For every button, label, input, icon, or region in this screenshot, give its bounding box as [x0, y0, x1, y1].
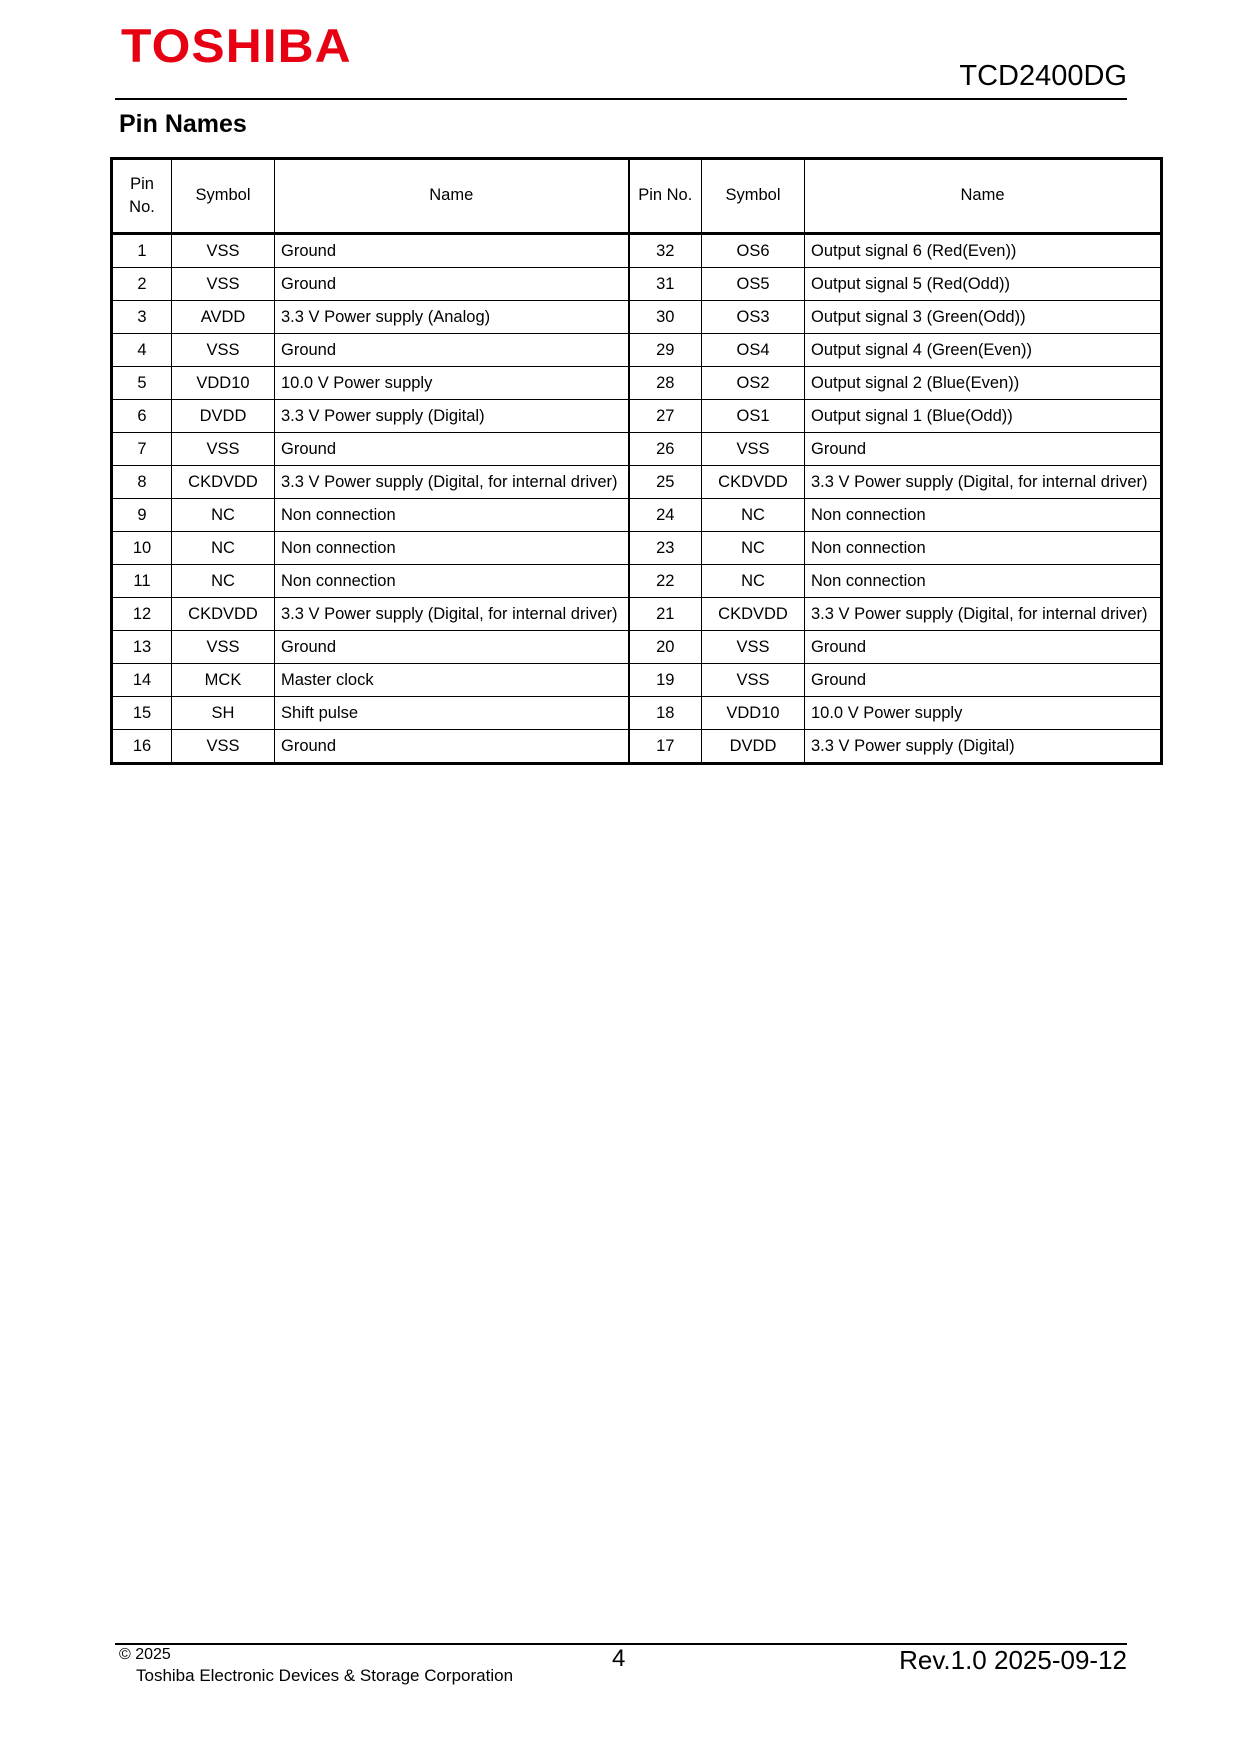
header-name-left: Name: [275, 159, 629, 234]
document-id: TCD2400DG: [959, 60, 1127, 92]
table-row: [112, 367, 1162, 400]
cell-symbol-right: NC: [702, 532, 805, 565]
cell-pin-no-left: 7: [112, 433, 172, 466]
cell-symbol-left: NC: [172, 532, 275, 565]
table-row: [112, 598, 1162, 631]
cell-symbol-left: DVDD: [172, 400, 275, 433]
header-symbol-right: Symbol: [702, 159, 805, 234]
table-row: [112, 631, 1162, 664]
cell-pin-no-left: 5: [112, 367, 172, 400]
cell-symbol-right: OS2: [702, 367, 805, 400]
cell-pin-no-right: 23: [629, 532, 702, 565]
cell-name-left: Ground: [275, 631, 629, 664]
cell-name-left: Master clock: [275, 664, 629, 697]
table-row: [112, 466, 1162, 499]
cell-pin-no-right: 26: [629, 433, 702, 466]
cell-name-left: 3.3 V Power supply (Analog): [275, 301, 629, 334]
header-pin-no-left: [112, 159, 172, 234]
cell-name-left: Non connection: [275, 565, 629, 598]
cell-pin-no-left: 9: [112, 499, 172, 532]
table-row: [112, 334, 1162, 367]
cell-symbol-right: DVDD: [702, 730, 805, 764]
cell-name-left: 3.3 V Power supply (Digital): [275, 400, 629, 433]
table-row: [112, 234, 1162, 268]
cell-symbol-right: OS5: [702, 268, 805, 301]
cell-symbol-left: MCK: [172, 664, 275, 697]
cell-symbol-left: NC: [172, 499, 275, 532]
cell-pin-no-right: 32: [629, 234, 702, 268]
cell-pin-no-left: 15: [112, 697, 172, 730]
cell-pin-no-left: 8: [112, 466, 172, 499]
table-row: [112, 664, 1162, 697]
cell-name-left: Non connection: [275, 499, 629, 532]
pin-names-table: [110, 157, 1163, 765]
cell-symbol-left: NC: [172, 565, 275, 598]
cell-name-left: Ground: [275, 433, 629, 466]
header-pin-no-left-text: Pin No.: [129, 174, 155, 216]
header-pin-no-right: Pin No.: [629, 159, 702, 234]
revision-date: Rev.1.0 2025-09-12: [899, 1645, 1127, 1675]
cell-pin-no-right: 18: [629, 697, 702, 730]
cell-name-right: 3.3 V Power supply (Digital): [805, 730, 1162, 764]
cell-pin-no-right: 28: [629, 367, 702, 400]
table-row: [112, 532, 1162, 565]
cell-symbol-right: VSS: [702, 631, 805, 664]
cell-pin-no-right: 17: [629, 730, 702, 764]
cell-name-right: Output signal 1 (Blue(Odd)): [805, 400, 1162, 433]
table-row: [112, 400, 1162, 433]
cell-symbol-right: CKDVDD: [702, 466, 805, 499]
cell-name-right: Non connection: [805, 499, 1162, 532]
cell-symbol-left: AVDD: [172, 301, 275, 334]
cell-name-left: 3.3 V Power supply (Digital, for internal driver): [275, 598, 629, 631]
cell-name-left: Ground: [275, 268, 629, 301]
cell-name-left: Ground: [275, 234, 629, 268]
cell-pin-no-left: 16: [112, 730, 172, 764]
cell-symbol-right: OS1: [702, 400, 805, 433]
table-header-row: [112, 159, 1162, 234]
cell-symbol-left: VSS: [172, 268, 275, 301]
cell-pin-no-right: 29: [629, 334, 702, 367]
cell-symbol-left: VSS: [172, 730, 275, 764]
cell-name-right: Non connection: [805, 565, 1162, 598]
cell-pin-no-right: 24: [629, 499, 702, 532]
cell-name-left: 3.3 V Power supply (Digital, for internal driver): [275, 466, 629, 499]
cell-symbol-right: NC: [702, 565, 805, 598]
section-title: Pin Names: [119, 110, 247, 138]
cell-name-left: Shift pulse: [275, 697, 629, 730]
table-row: [112, 433, 1162, 466]
cell-pin-no-left: 3: [112, 301, 172, 334]
cell-pin-no-right: 25: [629, 466, 702, 499]
cell-pin-no-left: 13: [112, 631, 172, 664]
cell-name-left: Non connection: [275, 532, 629, 565]
table-row: [112, 697, 1162, 730]
cell-pin-no-left: 10: [112, 532, 172, 565]
cell-name-right: Ground: [805, 631, 1162, 664]
cell-symbol-left: CKDVDD: [172, 598, 275, 631]
cell-pin-no-left: 14: [112, 664, 172, 697]
cell-symbol-left: VSS: [172, 234, 275, 268]
table-row: [112, 730, 1162, 764]
cell-name-left: Ground: [275, 730, 629, 764]
cell-pin-no-right: 22: [629, 565, 702, 598]
cell-pin-no-right: 19: [629, 664, 702, 697]
page-number: 4: [612, 1645, 626, 1672]
cell-name-right: Ground: [805, 433, 1162, 466]
cell-symbol-left: VSS: [172, 334, 275, 367]
cell-pin-no-left: 12: [112, 598, 172, 631]
cell-name-right: Output signal 6 (Red(Even)): [805, 234, 1162, 268]
cell-name-right: 3.3 V Power supply (Digital, for internal driver): [805, 466, 1162, 499]
cell-pin-no-right: 20: [629, 631, 702, 664]
cell-symbol-left: CKDVDD: [172, 466, 275, 499]
cell-symbol-right: NC: [702, 499, 805, 532]
cell-name-right: Output signal 5 (Red(Odd)): [805, 268, 1162, 301]
cell-symbol-left: VSS: [172, 433, 275, 466]
cell-pin-no-left: 4: [112, 334, 172, 367]
cell-pin-no-right: 21: [629, 598, 702, 631]
table-row: [112, 499, 1162, 532]
cell-symbol-right: VDD10: [702, 697, 805, 730]
company-name: Toshiba Electronic Devices & Storage Corporation: [136, 1666, 514, 1685]
toshiba-logo: TOSHIBA: [121, 19, 352, 72]
copyright: © 2025: [119, 1646, 171, 1663]
cell-pin-no-right: 30: [629, 301, 702, 334]
table-body: [112, 234, 1162, 764]
cell-pin-no-left: 2: [112, 268, 172, 301]
table-row: [112, 565, 1162, 598]
cell-name-right: 10.0 V Power supply: [805, 697, 1162, 730]
cell-pin-no-right: 27: [629, 400, 702, 433]
cell-name-left: Ground: [275, 334, 629, 367]
cell-pin-no-left: 11: [112, 565, 172, 598]
header-name-right: Name: [805, 159, 1162, 234]
cell-symbol-right: OS4: [702, 334, 805, 367]
cell-symbol-right: OS6: [702, 234, 805, 268]
table-row: [112, 268, 1162, 301]
table-row: [112, 301, 1162, 334]
cell-name-right: 3.3 V Power supply (Digital, for internal driver): [805, 598, 1162, 631]
cell-symbol-right: VSS: [702, 664, 805, 697]
cell-symbol-right: OS3: [702, 301, 805, 334]
header-symbol-left: Symbol: [172, 159, 275, 234]
cell-name-right: Non connection: [805, 532, 1162, 565]
cell-symbol-left: VDD10: [172, 367, 275, 400]
cell-name-right: Output signal 4 (Green(Even)): [805, 334, 1162, 367]
cell-pin-no-left: 6: [112, 400, 172, 433]
header-divider: [115, 98, 1127, 100]
cell-name-left: 10.0 V Power supply: [275, 367, 629, 400]
cell-name-right: Output signal 3 (Green(Odd)): [805, 301, 1162, 334]
cell-symbol-left: SH: [172, 697, 275, 730]
cell-symbol-right: VSS: [702, 433, 805, 466]
cell-pin-no-right: 31: [629, 268, 702, 301]
cell-pin-no-left: 1: [112, 234, 172, 268]
cell-symbol-right: CKDVDD: [702, 598, 805, 631]
cell-name-right: Output signal 2 (Blue(Even)): [805, 367, 1162, 400]
cell-symbol-left: VSS: [172, 631, 275, 664]
cell-name-right: Ground: [805, 664, 1162, 697]
